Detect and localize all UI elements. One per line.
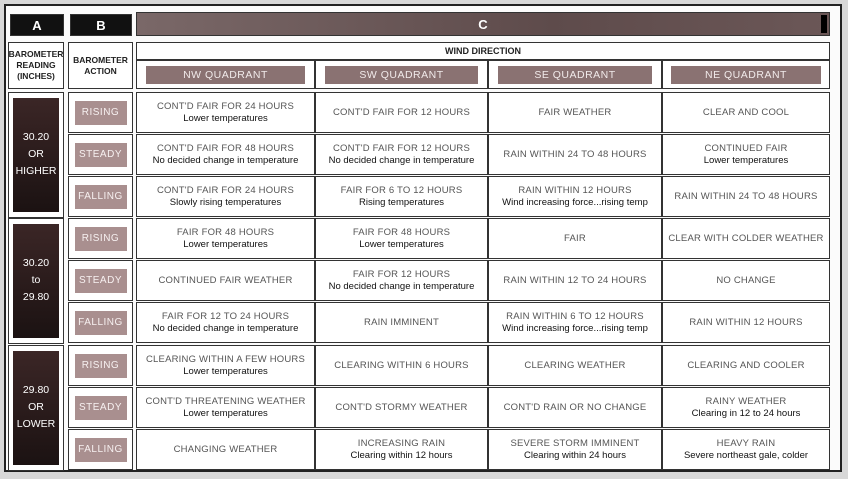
forecast-text: CLEAR WITH COLDER WEATHER — [668, 232, 824, 244]
barometer-action-cell — [68, 260, 133, 301]
forecast-cell-se — [488, 429, 662, 470]
barometer-action-label: FALLING — [75, 311, 127, 335]
barometer-reading-cell — [8, 218, 64, 344]
forecast-cell-ne — [662, 134, 830, 175]
forecast-text: CONT'D FAIR FOR 24 HOURS — [157, 100, 294, 112]
column-a-header: A — [10, 14, 64, 36]
forecast-text: CONT'D RAIN OR NO CHANGE — [503, 401, 647, 413]
forecast-text: FAIR FOR 12 TO 24 HOURS — [161, 310, 290, 322]
forecast-detail: Lower temperatures — [183, 112, 268, 124]
barometer-action-label: RISING — [75, 101, 127, 125]
forecast-text: CLEARING WITHIN 6 HOURS — [334, 359, 469, 371]
forecast-cell-se — [488, 176, 662, 217]
barometer-action-label: STEADY — [75, 269, 127, 293]
barometer-action-cell — [68, 302, 133, 343]
barometer-action-label: FALLING — [75, 185, 127, 209]
forecast-text: FAIR FOR 48 HOURS — [176, 226, 275, 238]
barometer-action-label: STEADY — [75, 143, 127, 167]
forecast-text: FAIR — [564, 232, 586, 244]
forecast-cell-nw — [136, 302, 315, 343]
forecast-text: SEVERE STORM IMMINENT — [510, 437, 640, 449]
forecast-detail: Slowly rising temperatures — [169, 196, 282, 208]
barometer-action-label: RISING — [75, 227, 127, 251]
forecast-text: RAIN WITHIN 12 HOURS — [518, 184, 632, 196]
forecast-detail: No decided change in temperature — [152, 322, 299, 334]
forecast-text: CONT'D FAIR FOR 48 HOURS — [157, 142, 294, 154]
barometer-action-label: FALLING — [75, 438, 127, 462]
barometer-action-cell — [68, 218, 133, 259]
forecast-detail: Lower temperatures — [359, 238, 444, 250]
forecast-detail: Severe northeast gale, colder — [683, 449, 809, 461]
forecast-cell-nw — [136, 176, 315, 217]
forecast-detail: Clearing within 24 hours — [524, 449, 626, 461]
forecast-cell-se — [488, 345, 662, 386]
forecast-cell-ne — [662, 176, 830, 217]
quadrant-label-sw: SW QUADRANT — [325, 66, 479, 84]
forecast-cell-ne — [662, 218, 830, 259]
forecast-text: CLEARING AND COOLER — [687, 359, 805, 371]
forecast-text: HEAVY RAIN — [716, 437, 776, 449]
forecast-detail: Lower temperatures — [703, 154, 789, 166]
barometer-action-header: BAROMETER ACTION — [68, 42, 133, 89]
forecast-detail: Wind increasing force...rising temp — [502, 322, 648, 334]
forecast-cell-nw — [136, 134, 315, 175]
forecast-detail: Lower temperatures — [183, 365, 268, 377]
quadrant-header-sw — [315, 60, 488, 89]
barometer-reading-cell — [8, 345, 64, 471]
forecast-text: CLEARING WITHIN A FEW HOURS — [146, 353, 305, 365]
forecast-text: CONTINUED FAIR — [704, 142, 788, 154]
barometer-reading-cell — [8, 92, 64, 218]
forecast-cell-nw — [136, 387, 315, 428]
barometer-reading-value: 30.20 to 29.80 — [13, 224, 59, 338]
barometer-reading-value: 29.80 OR LOWER — [13, 351, 59, 465]
forecast-cell-ne — [662, 345, 830, 386]
forecast-detail: Lower temperatures — [183, 238, 268, 250]
forecast-text: CONT'D STORMY WEATHER — [335, 401, 468, 413]
barometer-action-cell — [68, 92, 133, 133]
forecast-text: RAIN WITHIN 24 TO 48 HOURS — [674, 190, 818, 202]
forecast-cell-ne — [662, 387, 830, 428]
forecast-text: CONT'D THREATENING WEATHER — [145, 395, 306, 407]
forecast-text: FAIR FOR 12 HOURS — [352, 268, 451, 280]
column-b-header: B — [70, 14, 132, 36]
quadrant-label-se: SE QUADRANT — [498, 66, 653, 84]
forecast-text: CONT'D FAIR FOR 12 HOURS — [333, 142, 470, 154]
forecast-detail: Wind increasing force...rising temp — [502, 196, 648, 208]
forecast-cell-se — [488, 387, 662, 428]
forecast-cell-se — [488, 218, 662, 259]
wind-direction-header: WIND DIRECTION — [136, 42, 830, 60]
column-c-label: C — [478, 16, 488, 32]
forecast-cell-nw — [136, 345, 315, 386]
forecast-cell-ne — [662, 429, 830, 470]
forecast-text: FAIR WEATHER — [538, 106, 612, 118]
forecast-text: FAIR FOR 48 HOURS — [352, 226, 451, 238]
forecast-text: FAIR FOR 6 TO 12 HOURS — [340, 184, 463, 196]
quadrant-header-nw — [136, 60, 315, 89]
quadrant-label-nw: NW QUADRANT — [146, 66, 305, 84]
forecast-detail: Lower temperatures — [183, 407, 268, 419]
forecast-cell-nw — [136, 218, 315, 259]
forecast-detail: No decided change in temperature — [328, 280, 475, 292]
forecast-text: RAIN IMMINENT — [364, 316, 439, 328]
barometer-action-cell — [68, 387, 133, 428]
forecast-cell-nw — [136, 260, 315, 301]
forecast-text: CHANGING WEATHER — [173, 443, 278, 455]
forecast-cell-nw — [136, 92, 315, 133]
forecast-text: RAIN WITHIN 12 TO 24 HOURS — [503, 274, 647, 286]
forecast-cell-sw — [315, 387, 488, 428]
barometer-action-label: RISING — [75, 354, 127, 378]
barometer-action-cell — [68, 345, 133, 386]
barometer-reading-header: BAROMETER READING (INCHES) — [8, 42, 64, 89]
forecast-cell-sw — [315, 429, 488, 470]
forecast-cell-nw — [136, 429, 315, 470]
forecast-text: NO CHANGE — [716, 274, 776, 286]
forecast-cell-sw — [315, 302, 488, 343]
forecast-cell-ne — [662, 260, 830, 301]
forecast-cell-se — [488, 92, 662, 133]
forecast-text: RAINY WEATHER — [705, 395, 787, 407]
quadrant-header-ne — [662, 60, 830, 89]
forecast-cell-sw — [315, 218, 488, 259]
forecast-cell-sw — [315, 260, 488, 301]
forecast-cell-se — [488, 302, 662, 343]
quadrant-header-se — [488, 60, 662, 89]
forecast-detail: Clearing within 12 hours — [350, 449, 453, 461]
barometer-action-cell — [68, 429, 133, 470]
forecast-cell-sw — [315, 176, 488, 217]
forecast-cell-se — [488, 134, 662, 175]
forecast-text: RAIN WITHIN 24 TO 48 HOURS — [503, 148, 647, 160]
forecast-detail: Clearing in 12 to 24 hours — [691, 407, 801, 419]
forecast-text: CLEAR AND COOL — [702, 106, 790, 118]
forecast-cell-sw — [315, 92, 488, 133]
barometer-action-cell — [68, 134, 133, 175]
forecast-cell-ne — [662, 92, 830, 133]
barometer-action-label: STEADY — [75, 396, 127, 420]
forecast-text: CONT'D FAIR FOR 24 HOURS — [157, 184, 294, 196]
forecast-text: INCREASING RAIN — [357, 437, 446, 449]
forecast-detail: No decided change in temperature — [152, 154, 299, 166]
forecast-cell-sw — [315, 134, 488, 175]
forecast-detail: Rising temperatures — [358, 196, 444, 208]
forecast-text: CONT'D FAIR FOR 12 HOURS — [333, 106, 470, 118]
forecast-text: RAIN WITHIN 6 TO 12 HOURS — [506, 310, 644, 322]
quadrant-label-ne: NE QUADRANT — [671, 66, 820, 84]
barometer-reading-value: 30.20 OR HIGHER — [13, 98, 59, 212]
column-c-header — [136, 12, 830, 36]
forecast-text: RAIN WITHIN 12 HOURS — [689, 316, 803, 328]
forecast-cell-ne — [662, 302, 830, 343]
forecast-detail: No decided change in temperature — [328, 154, 475, 166]
column-c-endcap — [821, 15, 827, 33]
forecast-text: CONTINUED FAIR WEATHER — [158, 274, 293, 286]
forecast-cell-se — [488, 260, 662, 301]
barometer-action-cell — [68, 176, 133, 217]
forecast-text: CLEARING WEATHER — [524, 359, 626, 371]
forecast-cell-sw — [315, 345, 488, 386]
